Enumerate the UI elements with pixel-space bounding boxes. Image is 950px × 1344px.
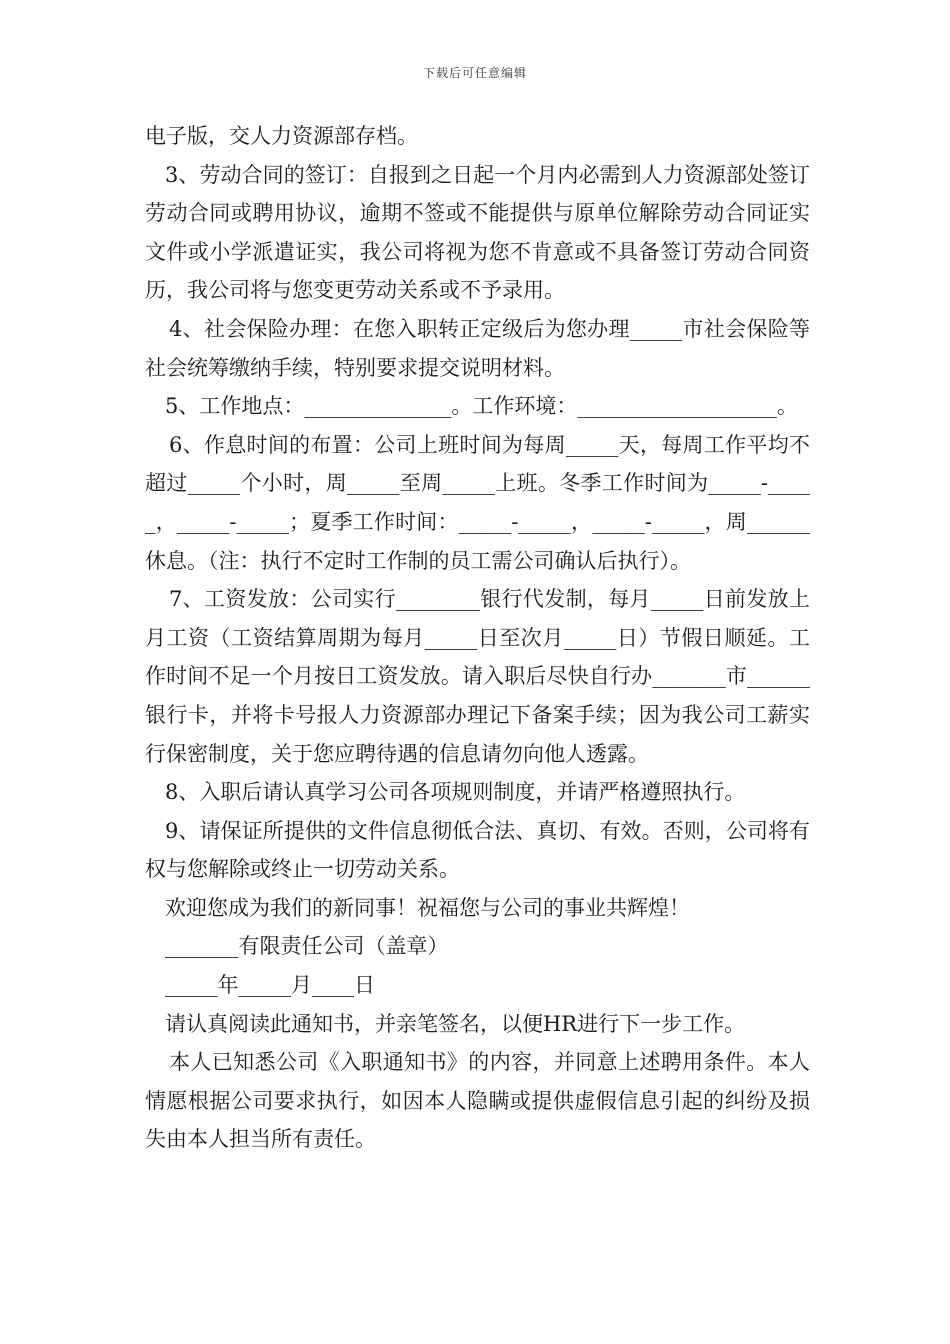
paragraph-acknowledgement: 本人已知悉公司《入职通知书》的内容，并同意上述聘用条件。本人情愿根据公司要求执行，如因本人隐瞒或提供虚假信息引起的纠纷及损失由本人担当所有责任。 bbox=[145, 1050, 810, 1152]
paragraph-item-4: 4、社会保险办理：在您入职转正定级后为您办理_____市社会保险等社会统筹缴纳手续，特别要求提交说明材料。 bbox=[145, 316, 810, 380]
paragraph-welcome: 欢迎您成为我们的新同事！祝福您与公司的事业共辉煌！ bbox=[165, 895, 690, 920]
paragraph-item-6: 6、作息时间的布置：公司上班时间为每周_____天，每周工作平均不超过_____个小时，周_____至周_____上班。冬季工作时间为_____-_____，_____-_____；夏季工作时间：_____-_____，_____-_____，周______休息。（注：执行不定时工作制的员工需公司确认后执行）。 bbox=[145, 432, 810, 573]
paragraph-read-request: 请认真阅读此通知书，并亲笔签名，以便HR进行下一步工作。 bbox=[165, 1011, 746, 1036]
paragraph-archive: 电子版，交人力资源部存档。 bbox=[145, 124, 418, 148]
page-header: 下载后可任意编辑 bbox=[422, 66, 527, 80]
paragraph-item-3: 3、劳动合同的签订：自报到之日起一个月内必需到人力资源部处签订劳动合同或聘用协议，逾期不签或不能提供与原单位解除劳动合同证实文件或小学派遣证实，我公司将视为您不肯意或不具备签订劳动合同资历，我公司将与您变更劳动关系或不予录用。 bbox=[145, 162, 810, 303]
paragraph-item-9: 9、请保证所提供的文件信息彻低合法、真切、有效。否则，公司将有权与您解除或终止一切劳动关系。 bbox=[145, 818, 810, 882]
paragraph-item-8: 8、入职后请认真学习公司各项规则制度，并请严格遵照执行。 bbox=[165, 780, 746, 805]
paragraph-item-7: 7、工资发放：公司实行________银行代发制，每月_____日前发放上月工资（工资结算周期为每月_____日至次月_____日）节假日顺延。工作时间不足一个月按日工资发放。请入职后尽快自行办_______市______银行卡，并将卡号报人力资源部办理记下备案手续；因为我公司工薪实行保密制度，关于您应聘待遇的信息请勿向他人透露。 bbox=[145, 587, 810, 766]
document-body bbox=[145, 117, 810, 1159]
paragraph-company-seal: _______有限责任公司（盖章） bbox=[165, 934, 449, 959]
paragraph-item-5: 5、工作地点：______________。工作环境：___________________。 bbox=[165, 394, 798, 419]
paragraph-date: _____年_____月____日 bbox=[165, 973, 375, 998]
